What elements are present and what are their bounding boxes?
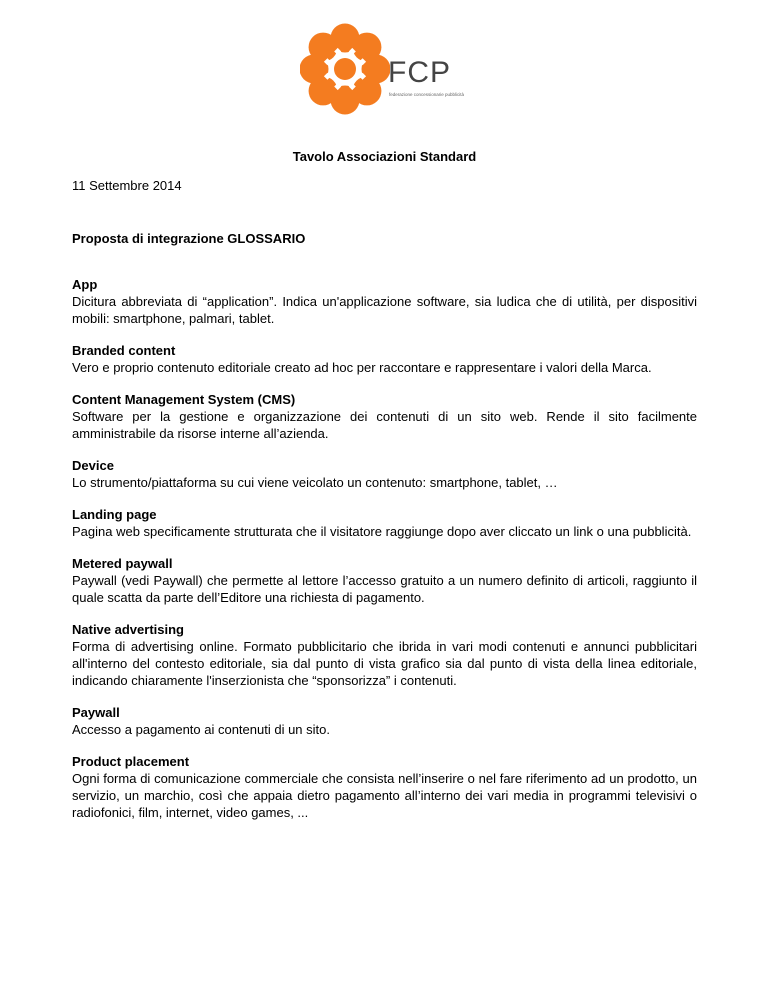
- glossary-entry: [72, 506, 697, 540]
- glossary-definition: Accesso a pagamento ai contenuti di un sito.: [72, 722, 330, 737]
- glossary-term: Branded content: [72, 343, 176, 358]
- glossary-definition: Paywall (vedi Paywall) che permette al lettore l’accesso gratuito a un numero definito di articoli, raggiunto il quale scatta da parte dell’Editore una richiesta di pagamento.: [72, 573, 697, 605]
- glossary-term: Paywall: [72, 705, 120, 720]
- glossary-list: [72, 276, 697, 836]
- logo-petal: [334, 58, 356, 80]
- glossary-definition: Software per la gestione e organizzazione dei contenuti di un sito web. Rende il sito facilmente amministrabile da risorse interne all’azienda.: [72, 409, 697, 441]
- glossary-entry: [72, 342, 697, 376]
- glossary-entry: [72, 621, 697, 689]
- glossary-entry: [72, 555, 697, 606]
- glossary-definition: Ogni forma di comunicazione commerciale che consista nell’inserire o nel fare riferimento ad un prodotto, un servizio, un marchio, così che appaia dietro pagamento all’interno dei vari media in programmi televisivi o radiofonici, film, internet, video games, ...: [72, 771, 697, 820]
- glossary-definition: Dicitura abbreviata di “application”. Indica un'applicazione software, sia ludica che di utilità, per dispositivi mobili: smartphone, palmari, tablet.: [72, 294, 697, 326]
- glossary-definition: Forma di advertising online. Formato pubblicitario che ibrida in vari modi contenuti e annunci pubblicitari all'interno del contesto editoriale, sia dal punto di vista grafico sia dal punto di vista della linea editoriale, indicando chiaramente l'inserzionista che “sponsorizza” i contenuti.: [72, 639, 697, 688]
- glossary-definition: Lo strumento/piattaforma su cui viene veicolato un contenuto: smartphone, tablet, …: [72, 475, 558, 490]
- glossary-term: Product placement: [72, 754, 190, 769]
- glossary-entry: [72, 753, 697, 821]
- glossary-term: Metered paywall: [72, 556, 173, 571]
- glossary-term: Native advertising: [72, 622, 184, 637]
- logo-petal: [309, 33, 338, 62]
- glossary-entry: [72, 704, 697, 738]
- logo-tagline: federazione concessionarie pubblicità: [389, 92, 465, 97]
- glossary-term: Content Management System (CMS): [72, 392, 296, 407]
- document-date: 11 Settembre 2014: [72, 178, 182, 193]
- document-title: Tavolo Associazioni Standard: [292, 149, 477, 164]
- logo-petals: [300, 24, 390, 115]
- proposal-heading: Proposta di integrazione GLOSSARIO: [72, 231, 306, 246]
- glossary-entry: [72, 391, 697, 442]
- glossary-term: Landing page: [72, 507, 157, 522]
- fcp-logo: [300, 14, 500, 124]
- flower-logo-icon: [300, 14, 390, 124]
- glossary-entry: [72, 276, 697, 327]
- glossary-term: Device: [72, 458, 114, 473]
- glossary-term: App: [72, 277, 98, 292]
- logo-brand: FCP: [388, 56, 451, 89]
- glossary-entry: [72, 457, 697, 491]
- glossary-definition: Vero e proprio contenuto editoriale creato ad hoc per raccontare e rappresentare i valori della Marca.: [72, 360, 652, 375]
- glossary-definition: Pagina web specificamente strutturata che il visitatore raggiunge dopo aver cliccato un link o una pubblicità.: [72, 524, 692, 539]
